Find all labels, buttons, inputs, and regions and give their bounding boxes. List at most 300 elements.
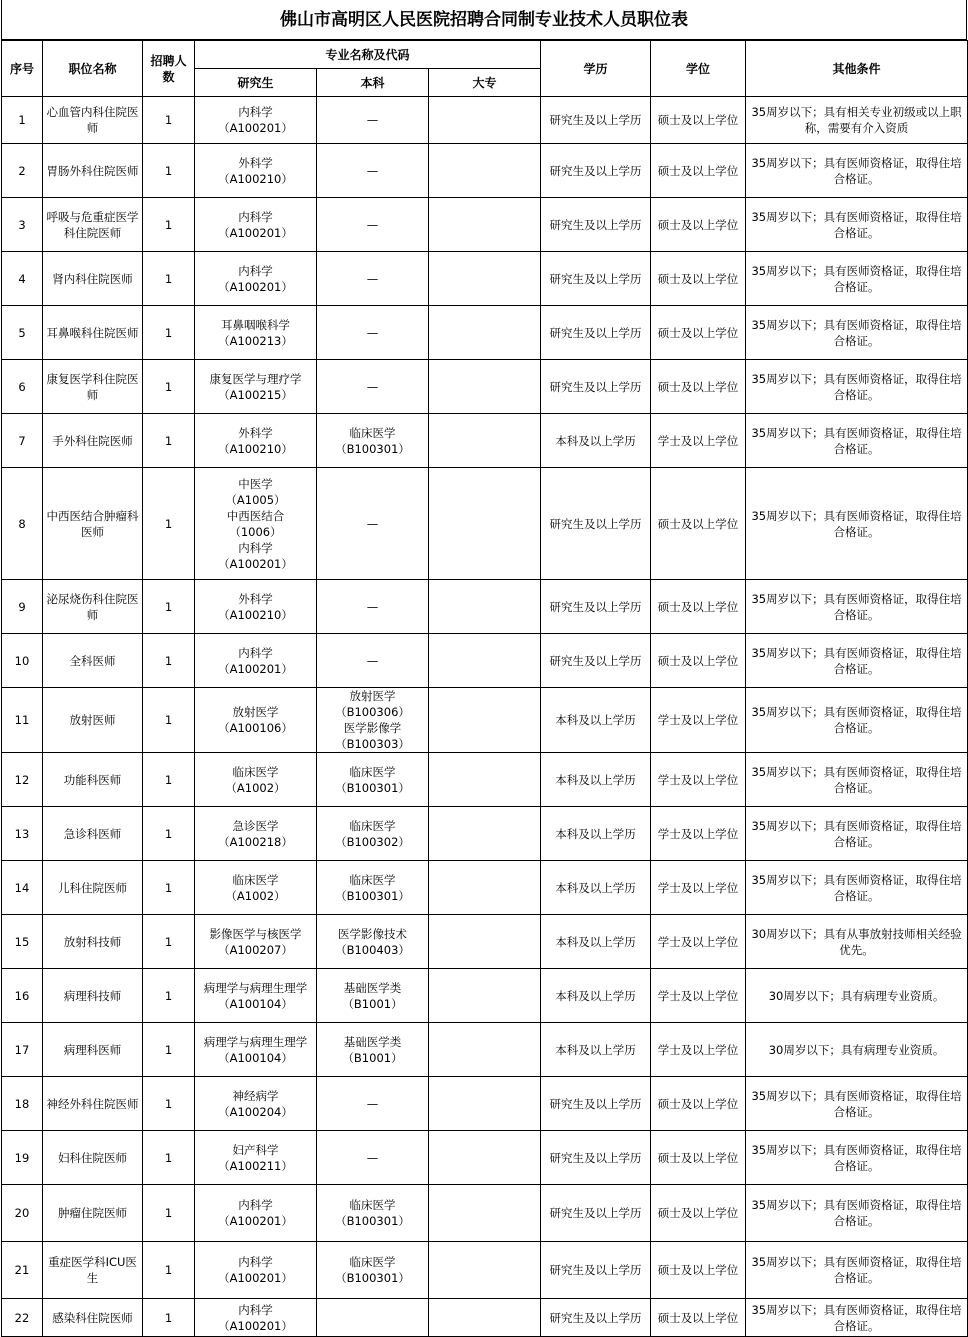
cell-grad-major-line: （A100201）	[218, 556, 293, 571]
cell-grad-major-line: 内科学	[238, 1302, 273, 1317]
cell-education: 研究生及以上学历	[541, 1242, 651, 1299]
cell-position: 胃肠外科住院医师	[43, 144, 143, 198]
cell-undergrad-major-line: （B100303）	[335, 737, 410, 751]
cell-count: 1	[143, 468, 195, 580]
cell-college-major	[429, 807, 541, 861]
cell-count: 1	[143, 198, 195, 252]
cell-undergrad-major-line: 临床医学	[349, 1198, 396, 1212]
cell-college-major	[429, 634, 541, 688]
cell-undergrad-major-line: 临床医学	[349, 764, 396, 779]
table-body	[2, 97, 968, 1337]
cell-education: 研究生及以上学历	[541, 198, 651, 252]
cell-grad-major-line: （A1002）	[225, 780, 286, 795]
cell-seq: 6	[2, 360, 43, 414]
cell-undergrad-major-line: —	[366, 113, 379, 127]
cell-degree: 硕士及以上学位	[651, 306, 746, 360]
cell-undergrad-major	[317, 1077, 429, 1131]
cell-degree: 学士及以上学位	[651, 807, 746, 861]
cell-undergrad-major	[317, 414, 429, 468]
job-table-sheet	[1, 0, 967, 1337]
cell-grad-major-line: 外科学	[238, 591, 273, 606]
cell-undergrad-major-line: 基础医学类	[343, 980, 402, 995]
cell-other: 35周岁以下；具有医师资格证，取得住培合格证。	[746, 198, 968, 252]
cell-grad-major-line: （A100201）	[218, 121, 293, 135]
table-row	[2, 634, 968, 688]
cell-grad-major-line: 病理学与病理生理学	[203, 1034, 308, 1049]
cell-grad-major-line: （A100106）	[218, 721, 293, 735]
cell-count: 1	[143, 1077, 195, 1131]
cell-grad-major	[195, 861, 317, 915]
cell-undergrad-major-line: （B100306）	[335, 705, 410, 719]
cell-grad-major-line: 妇产科学	[232, 1142, 279, 1157]
cell-grad-major-line: （A100104）	[218, 1050, 293, 1065]
cell-undergrad-major	[317, 1299, 429, 1337]
table-row	[2, 468, 968, 580]
cell-other: 35周岁以下；具有医师资格证，取得住培合格证。	[746, 1242, 968, 1299]
cell-grad-major	[195, 1023, 317, 1077]
cell-degree: 硕士及以上学位	[651, 468, 746, 580]
cell-undergrad-major-line: （B100302）	[335, 834, 410, 849]
cell-seq: 16	[2, 969, 43, 1023]
cell-degree: 硕士及以上学位	[651, 1242, 746, 1299]
cell-grad-major-line: 中西医结合	[226, 508, 285, 523]
cell-seq: 18	[2, 1077, 43, 1131]
cell-undergrad-major-line: —	[366, 217, 379, 232]
cell-seq: 14	[2, 861, 43, 915]
cell-position: 肾内科住院医师	[43, 252, 143, 306]
cell-degree: 硕士及以上学位	[651, 1077, 746, 1131]
cell-grad-major-line: （A100201）	[218, 661, 293, 676]
cell-college-major	[429, 198, 541, 252]
cell-education: 研究生及以上学历	[541, 1299, 651, 1337]
cell-undergrad-major	[317, 861, 429, 915]
cell-undergrad-major-line: —	[366, 599, 379, 614]
cell-position: 感染科住院医师	[43, 1299, 143, 1337]
cell-count: 1	[143, 969, 195, 1023]
cell-college-major	[429, 144, 541, 198]
cell-education: 研究生及以上学历	[541, 360, 651, 414]
cell-seq: 21	[2, 1242, 43, 1299]
header-count: 招聘人数	[143, 41, 195, 97]
table-row	[2, 97, 968, 144]
cell-education: 本科及以上学历	[541, 861, 651, 915]
cell-undergrad-major-line: 医学影像技术	[338, 926, 407, 941]
cell-degree: 学士及以上学位	[651, 1023, 746, 1077]
cell-undergrad-major	[317, 144, 429, 198]
cell-degree: 硕士及以上学位	[651, 634, 746, 688]
cell-other: 35周岁以下；具有医师资格证，取得住培合格证。	[746, 1077, 968, 1131]
cell-college-major	[429, 97, 541, 144]
cell-grad-major-line: 急诊医学	[232, 818, 279, 833]
table-row	[2, 306, 968, 360]
cell-grad-major-line: 临床医学	[232, 764, 279, 779]
cell-undergrad-major-line: （B100301）	[335, 1271, 410, 1285]
cell-degree: 硕士及以上学位	[651, 1185, 746, 1242]
header-undergrad: 本科	[317, 69, 429, 97]
header-degree: 学位	[651, 41, 746, 97]
cell-other: 35周岁以下；具有医师资格证，取得住培合格证。	[746, 468, 968, 580]
cell-grad-major-line: （A100213）	[218, 333, 293, 348]
cell-undergrad-major-line: 基础医学类	[343, 1034, 402, 1049]
cell-education: 研究生及以上学历	[541, 1185, 651, 1242]
cell-degree: 硕士及以上学位	[651, 1131, 746, 1185]
cell-college-major	[429, 1299, 541, 1337]
cell-undergrad-major	[317, 306, 429, 360]
cell-count: 1	[143, 807, 195, 861]
cell-grad-major	[195, 688, 317, 753]
cell-grad-major-line: 外科学	[238, 155, 273, 170]
cell-seq: 17	[2, 1023, 43, 1077]
cell-seq: 10	[2, 634, 43, 688]
cell-grad-major-line: （A100204）	[218, 1104, 293, 1119]
cell-count: 1	[143, 1242, 195, 1299]
cell-degree: 硕士及以上学位	[651, 252, 746, 306]
cell-grad-major-line: （A100201）	[218, 225, 293, 240]
cell-position: 妇科住院医师	[43, 1131, 143, 1185]
table-row	[2, 969, 968, 1023]
cell-grad-major-line: （A100201）	[218, 1214, 293, 1228]
cell-seq: 22	[2, 1299, 43, 1337]
cell-college-major	[429, 688, 541, 753]
cell-count: 1	[143, 915, 195, 969]
cell-count: 1	[143, 306, 195, 360]
cell-seq: 8	[2, 468, 43, 580]
cell-grad-major	[195, 634, 317, 688]
cell-undergrad-major-line: —	[366, 1150, 379, 1165]
cell-undergrad-major	[317, 915, 429, 969]
cell-grad-major-line: 内科学	[238, 645, 273, 660]
cell-undergrad-major-line: —	[366, 325, 379, 340]
table-row	[2, 198, 968, 252]
cell-education: 本科及以上学历	[541, 807, 651, 861]
cell-education: 本科及以上学历	[541, 915, 651, 969]
cell-position: 急诊科医师	[43, 807, 143, 861]
cell-count: 1	[143, 144, 195, 198]
cell-other: 35周岁以下；具有医师资格证，取得住培合格证。	[746, 1185, 968, 1242]
cell-position: 儿科住院医师	[43, 861, 143, 915]
cell-grad-major-line: （A1005）	[225, 492, 286, 507]
cell-undergrad-major-line: （B100301）	[335, 1214, 410, 1228]
cell-grad-major-line: 内科学	[238, 105, 273, 119]
cell-grad-major-line: 康复医学与理疗学	[209, 371, 302, 386]
cell-count: 1	[143, 580, 195, 634]
cell-grad-major-line: （A100207）	[218, 942, 293, 957]
cell-college-major	[429, 753, 541, 807]
cell-grad-major-line: 内科学	[238, 1198, 273, 1212]
cell-other: 35周岁以下；具有医师资格证，取得住培合格证。	[746, 688, 968, 753]
cell-grad-major	[195, 414, 317, 468]
cell-degree: 硕士及以上学位	[651, 580, 746, 634]
table-row	[2, 1299, 968, 1337]
cell-degree: 学士及以上学位	[651, 915, 746, 969]
cell-seq: 4	[2, 252, 43, 306]
cell-position: 康复医学科住院医师	[43, 360, 143, 414]
cell-seq: 11	[2, 688, 43, 753]
cell-seq: 2	[2, 144, 43, 198]
cell-college-major	[429, 414, 541, 468]
cell-college-major	[429, 1077, 541, 1131]
cell-college-major	[429, 915, 541, 969]
header-row-1	[2, 41, 968, 69]
cell-other: 35周岁以下；具有医师资格证，取得住培合格证。	[746, 144, 968, 198]
cell-degree: 学士及以上学位	[651, 414, 746, 468]
cell-undergrad-major-line: （B1001）	[342, 996, 403, 1011]
table-row	[2, 580, 968, 634]
cell-education: 研究生及以上学历	[541, 252, 651, 306]
cell-degree: 学士及以上学位	[651, 688, 746, 753]
cell-grad-major	[195, 915, 317, 969]
job-table	[1, 40, 968, 1337]
cell-other: 35周岁以下；具有医师资格证，取得住培合格证。	[746, 1131, 968, 1185]
cell-other: 35周岁以下；具有相关专业初级或以上职称，需要有介入资质	[746, 97, 968, 144]
cell-undergrad-major-line: （B100403）	[335, 942, 410, 957]
cell-count: 1	[143, 97, 195, 144]
cell-grad-major	[195, 1131, 317, 1185]
cell-education: 研究生及以上学历	[541, 1077, 651, 1131]
cell-count: 1	[143, 414, 195, 468]
cell-degree: 硕士及以上学位	[651, 97, 746, 144]
cell-count: 1	[143, 753, 195, 807]
cell-degree: 学士及以上学位	[651, 969, 746, 1023]
cell-grad-major-line: （1006）	[229, 524, 282, 539]
cell-seq: 13	[2, 807, 43, 861]
cell-undergrad-major	[317, 198, 429, 252]
cell-other: 35周岁以下；具有医师资格证，取得住培合格证。	[746, 861, 968, 915]
cell-degree: 硕士及以上学位	[651, 1299, 746, 1337]
cell-count: 1	[143, 688, 195, 753]
cell-college-major	[429, 306, 541, 360]
cell-seq: 3	[2, 198, 43, 252]
cell-count: 1	[143, 252, 195, 306]
header-seq: 序号	[2, 41, 43, 97]
cell-other: 35周岁以下；具有医师资格证，取得住培合格证。	[746, 306, 968, 360]
cell-position: 病理科医师	[43, 1023, 143, 1077]
cell-grad-major	[195, 1242, 317, 1299]
cell-count: 1	[143, 1299, 195, 1337]
cell-undergrad-major-line: —	[366, 379, 379, 394]
cell-seq: 5	[2, 306, 43, 360]
cell-grad-major-line: 内科学	[238, 209, 273, 224]
cell-undergrad-major	[317, 807, 429, 861]
header-other: 其他条件	[746, 41, 968, 97]
cell-position: 泌尿烧伤科住院医师	[43, 580, 143, 634]
cell-grad-major-line: 外科学	[238, 425, 273, 440]
table-row	[2, 807, 968, 861]
cell-grad-major-line: 放射医学	[232, 705, 279, 719]
cell-undergrad-major	[317, 97, 429, 144]
cell-grad-major	[195, 144, 317, 198]
cell-position: 心血管内科住院医师	[43, 97, 143, 144]
cell-college-major	[429, 252, 541, 306]
cell-undergrad-major	[317, 360, 429, 414]
cell-other: 35周岁以下；具有医师资格证，取得住培合格证。	[746, 580, 968, 634]
table-row	[2, 414, 968, 468]
cell-position: 全科医师	[43, 634, 143, 688]
cell-undergrad-major	[317, 688, 429, 753]
cell-undergrad-major-line: —	[366, 163, 379, 178]
cell-grad-major-line: （A100201）	[218, 279, 293, 294]
cell-grad-major-line: （A100211）	[218, 1158, 293, 1173]
cell-grad-major-line: 耳鼻咽喉科学	[221, 317, 290, 332]
cell-college-major	[429, 580, 541, 634]
cell-position: 放射科技师	[43, 915, 143, 969]
cell-grad-major	[195, 969, 317, 1023]
cell-education: 本科及以上学历	[541, 414, 651, 468]
cell-degree: 硕士及以上学位	[651, 360, 746, 414]
table-row	[2, 1023, 968, 1077]
cell-other: 30周岁以下；具有病理专业资质。	[746, 1023, 968, 1077]
cell-college-major	[429, 1023, 541, 1077]
cell-undergrad-major	[317, 753, 429, 807]
cell-seq: 1	[2, 97, 43, 144]
cell-grad-major	[195, 252, 317, 306]
table-row	[2, 144, 968, 198]
cell-grad-major-line: （A100104）	[218, 996, 293, 1011]
cell-position: 放射医师	[43, 688, 143, 753]
table-row	[2, 1242, 968, 1299]
cell-undergrad-major	[317, 1131, 429, 1185]
cell-education: 研究生及以上学历	[541, 1131, 651, 1185]
cell-grad-major-line: 神经病学	[232, 1088, 279, 1103]
cell-college-major	[429, 861, 541, 915]
cell-college-major	[429, 1131, 541, 1185]
cell-count: 1	[143, 861, 195, 915]
cell-grad-major-line: 中医学	[238, 476, 273, 491]
cell-grad-major-line: （A100210）	[218, 607, 293, 622]
cell-grad-major-line: （A100210）	[218, 171, 293, 186]
cell-degree: 硕士及以上学位	[651, 198, 746, 252]
header-grad: 研究生	[195, 69, 317, 97]
cell-college-major	[429, 969, 541, 1023]
cell-other: 35周岁以下；具有医师资格证，取得住培合格证。	[746, 1299, 968, 1337]
cell-education: 研究生及以上学历	[541, 468, 651, 580]
cell-college-major	[429, 360, 541, 414]
cell-undergrad-major	[317, 634, 429, 688]
cell-grad-major-line: （A100210）	[218, 441, 293, 456]
cell-other: 35周岁以下；具有医师资格证，取得住培合格证。	[746, 634, 968, 688]
cell-grad-major-line: 影像医学与核医学	[209, 926, 302, 941]
cell-grad-major-line: （A100218）	[218, 834, 293, 849]
header-college: 大专	[429, 69, 541, 97]
cell-grad-major	[195, 198, 317, 252]
cell-grad-major	[195, 306, 317, 360]
cell-undergrad-major-line: （B100301）	[335, 888, 410, 903]
table-row	[2, 252, 968, 306]
cell-grad-major	[195, 97, 317, 144]
cell-position: 肿瘤住院医师	[43, 1185, 143, 1242]
cell-other: 35周岁以下；具有医师资格证，取得住培合格证。	[746, 807, 968, 861]
cell-count: 1	[143, 634, 195, 688]
cell-seq: 12	[2, 753, 43, 807]
cell-seq: 15	[2, 915, 43, 969]
cell-degree: 硕士及以上学位	[651, 144, 746, 198]
cell-seq: 7	[2, 414, 43, 468]
cell-grad-major-line: 内科学	[238, 1255, 273, 1269]
table-row	[2, 1077, 968, 1131]
cell-undergrad-major-line: —	[366, 653, 379, 668]
cell-grad-major-line: 内科学	[238, 263, 273, 278]
cell-degree: 学士及以上学位	[651, 861, 746, 915]
cell-position: 呼吸与危重症医学科住院医师	[43, 198, 143, 252]
cell-undergrad-major-line: —	[366, 516, 379, 531]
cell-position: 病理科技师	[43, 969, 143, 1023]
cell-other: 30周岁以下；具有病理专业资质。	[746, 969, 968, 1023]
cell-undergrad-major-line: （B100301）	[335, 441, 410, 456]
cell-count: 1	[143, 1131, 195, 1185]
cell-undergrad-major-line: （B100301）	[335, 780, 410, 795]
cell-position: 手外科住院医师	[43, 414, 143, 468]
cell-grad-major-line: （A100201）	[218, 1271, 293, 1285]
cell-grad-major	[195, 580, 317, 634]
table-row	[2, 753, 968, 807]
cell-education: 研究生及以上学历	[541, 634, 651, 688]
header-education: 学历	[541, 41, 651, 97]
cell-grad-major-line: （A100215）	[218, 387, 293, 402]
cell-other: 35周岁以下；具有医师资格证，取得住培合格证。	[746, 414, 968, 468]
cell-count: 1	[143, 1023, 195, 1077]
cell-education: 本科及以上学历	[541, 1023, 651, 1077]
cell-education: 研究生及以上学历	[541, 580, 651, 634]
cell-count: 1	[143, 360, 195, 414]
cell-other: 30周岁以下；具有从事放射技师相关经验优先。	[746, 915, 968, 969]
cell-grad-major-line: （A100201）	[218, 1318, 293, 1333]
cell-undergrad-major-line: 临床医学	[349, 425, 396, 440]
cell-undergrad-major-line: 放射医学	[349, 689, 396, 703]
table-row	[2, 915, 968, 969]
page-title: 佛山市高明区人民医院招聘合同制专业技术人员职位表	[1, 0, 967, 40]
cell-grad-major	[195, 1185, 317, 1242]
cell-grad-major	[195, 753, 317, 807]
cell-education: 本科及以上学历	[541, 688, 651, 753]
cell-seq: 19	[2, 1131, 43, 1185]
cell-grad-major	[195, 360, 317, 414]
cell-other: 35周岁以下；具有医师资格证，取得住培合格证。	[746, 252, 968, 306]
table-row	[2, 360, 968, 414]
cell-grad-major-line: 临床医学	[232, 872, 279, 887]
cell-grad-major	[195, 807, 317, 861]
cell-undergrad-major-line: —	[366, 271, 379, 286]
cell-college-major	[429, 1185, 541, 1242]
table-row	[2, 1131, 968, 1185]
cell-undergrad-major	[317, 580, 429, 634]
cell-undergrad-major	[317, 1185, 429, 1242]
cell-count: 1	[143, 1185, 195, 1242]
cell-undergrad-major-line: —	[366, 1096, 379, 1111]
cell-seq: 20	[2, 1185, 43, 1242]
cell-education: 本科及以上学历	[541, 969, 651, 1023]
cell-grad-major	[195, 1077, 317, 1131]
cell-undergrad-major	[317, 252, 429, 306]
cell-grad-major-line: 病理学与病理生理学	[203, 980, 308, 995]
cell-education: 研究生及以上学历	[541, 97, 651, 144]
cell-undergrad-major-line: （B1001）	[342, 1050, 403, 1065]
cell-college-major	[429, 468, 541, 580]
cell-undergrad-major	[317, 468, 429, 580]
cell-position: 神经外科住院医师	[43, 1077, 143, 1131]
header-position: 职位名称	[43, 41, 143, 97]
cell-position: 重症医学科ICU医生	[43, 1242, 143, 1299]
table-row	[2, 861, 968, 915]
cell-grad-major	[195, 468, 317, 580]
cell-position: 功能科医师	[43, 753, 143, 807]
header-major-group: 专业名称及代码	[195, 41, 541, 69]
cell-undergrad-major-line: 医学影像学	[343, 721, 402, 735]
cell-other: 35周岁以下；具有医师资格证，取得住培合格证。	[746, 753, 968, 807]
table-row	[2, 1185, 968, 1242]
cell-position: 中西医结合肿瘤科医师	[43, 468, 143, 580]
cell-undergrad-major	[317, 969, 429, 1023]
cell-undergrad-major-line: 临床医学	[349, 872, 396, 887]
